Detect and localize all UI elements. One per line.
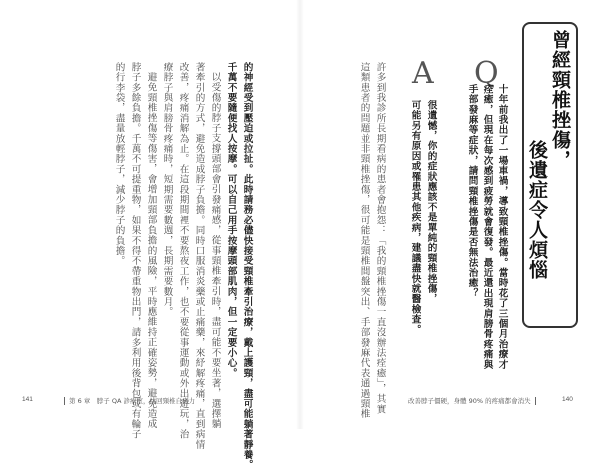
right-running-head bbox=[408, 396, 540, 405]
question-letter: Q bbox=[474, 56, 499, 91]
left-running-head-text: 第 6 章 脖子 QA 診療室，找回頸椎自癒力 bbox=[69, 397, 195, 405]
running-head-divider bbox=[535, 397, 536, 405]
right-running-head-text: 改善脖子僵硬，身體 90% 的疼痛都會消失 bbox=[408, 397, 531, 405]
running-head-divider bbox=[64, 397, 65, 405]
body-left-line-6: 療脖子與肩膀骨疼痛時，短期需要數週，長期需要數月。 bbox=[161, 62, 173, 317]
left-running-head bbox=[60, 396, 195, 405]
body-left-line-1: 的神經受到壓迫或拉扯。此時請務必儘快接受頸椎牽引治療，戴上護頸，盡可能躺著靜養。 bbox=[241, 62, 253, 470]
body-left-line-9: 的行李袋，盡量放輕脖子，減少脖子的負擔。 bbox=[113, 62, 125, 266]
answer-line-2: 可能另有原因或罹患其他疾病，建議盡快就醫檢查。 bbox=[409, 100, 421, 335]
body-right-line-1: 許多到我診所長期看病的患者會抱怨：「我的頸椎挫傷一直沒辦法痊癒」，其實 bbox=[374, 62, 386, 415]
body-left-line-3: 以受傷的脖子支撐頭部會引發痛感，從事頸椎牽引時，盡可能不要坐著，選擇躺 bbox=[209, 72, 221, 429]
answer-line-1: 很遺憾，你的症狀應該不是單純的頸椎挫傷， bbox=[425, 100, 437, 304]
body-left-line-4: 著牽引的方式，避免造成脖子負擔。同時口服消炎藥或止痛藥，來紓解疼痛，直到病情 bbox=[193, 62, 205, 450]
body-left-line-5: 改善，疼痛消解為止。在這段期間裡不要熬夜工作，也不要從事運動或外出遊玩，治 bbox=[177, 62, 189, 440]
body-left-line-8: 脖子多餘負擔。千萬不可提重物，如果不得不帶重物出門，請多利用後背包或有輪子 bbox=[129, 62, 141, 440]
question-line-3: 手部發麻等症狀，請問頸椎挫傷是否無法治癒？ bbox=[466, 84, 478, 299]
body-right-line-2: 這類患者的問題並非頸椎挫傷，很可能是頸椎間盤突出、手部發麻代表通過頸椎 bbox=[358, 62, 370, 419]
right-page-number: 140 bbox=[562, 396, 573, 403]
title-line-1: 曾經頸椎挫傷， bbox=[549, 30, 571, 170]
question-line-1: 十年前我出了一場車禍，導致頸椎挫傷。當時花了三個月治療才 bbox=[496, 84, 508, 370]
left-page-number: 141 bbox=[22, 396, 33, 403]
body-left-line-7: 避免頸椎挫傷等傷害，會增加頸部負擔的風險，平時應維持正確姿勢，避免造成 bbox=[145, 72, 157, 429]
book-gutter bbox=[296, 0, 304, 429]
title-line-2: 後遺症令人煩惱 bbox=[526, 140, 548, 280]
body-left-line-2: 千萬不要隨便找人按摩。可以自己用手按摩頭部肌肉，但一定要小心。 bbox=[225, 62, 237, 379]
question-line-2: 痊癒，但現在每次感到疲勞就會復發。最近還出現肩膀骨疼痛與 bbox=[481, 84, 493, 370]
answer-letter: A bbox=[412, 56, 434, 91]
